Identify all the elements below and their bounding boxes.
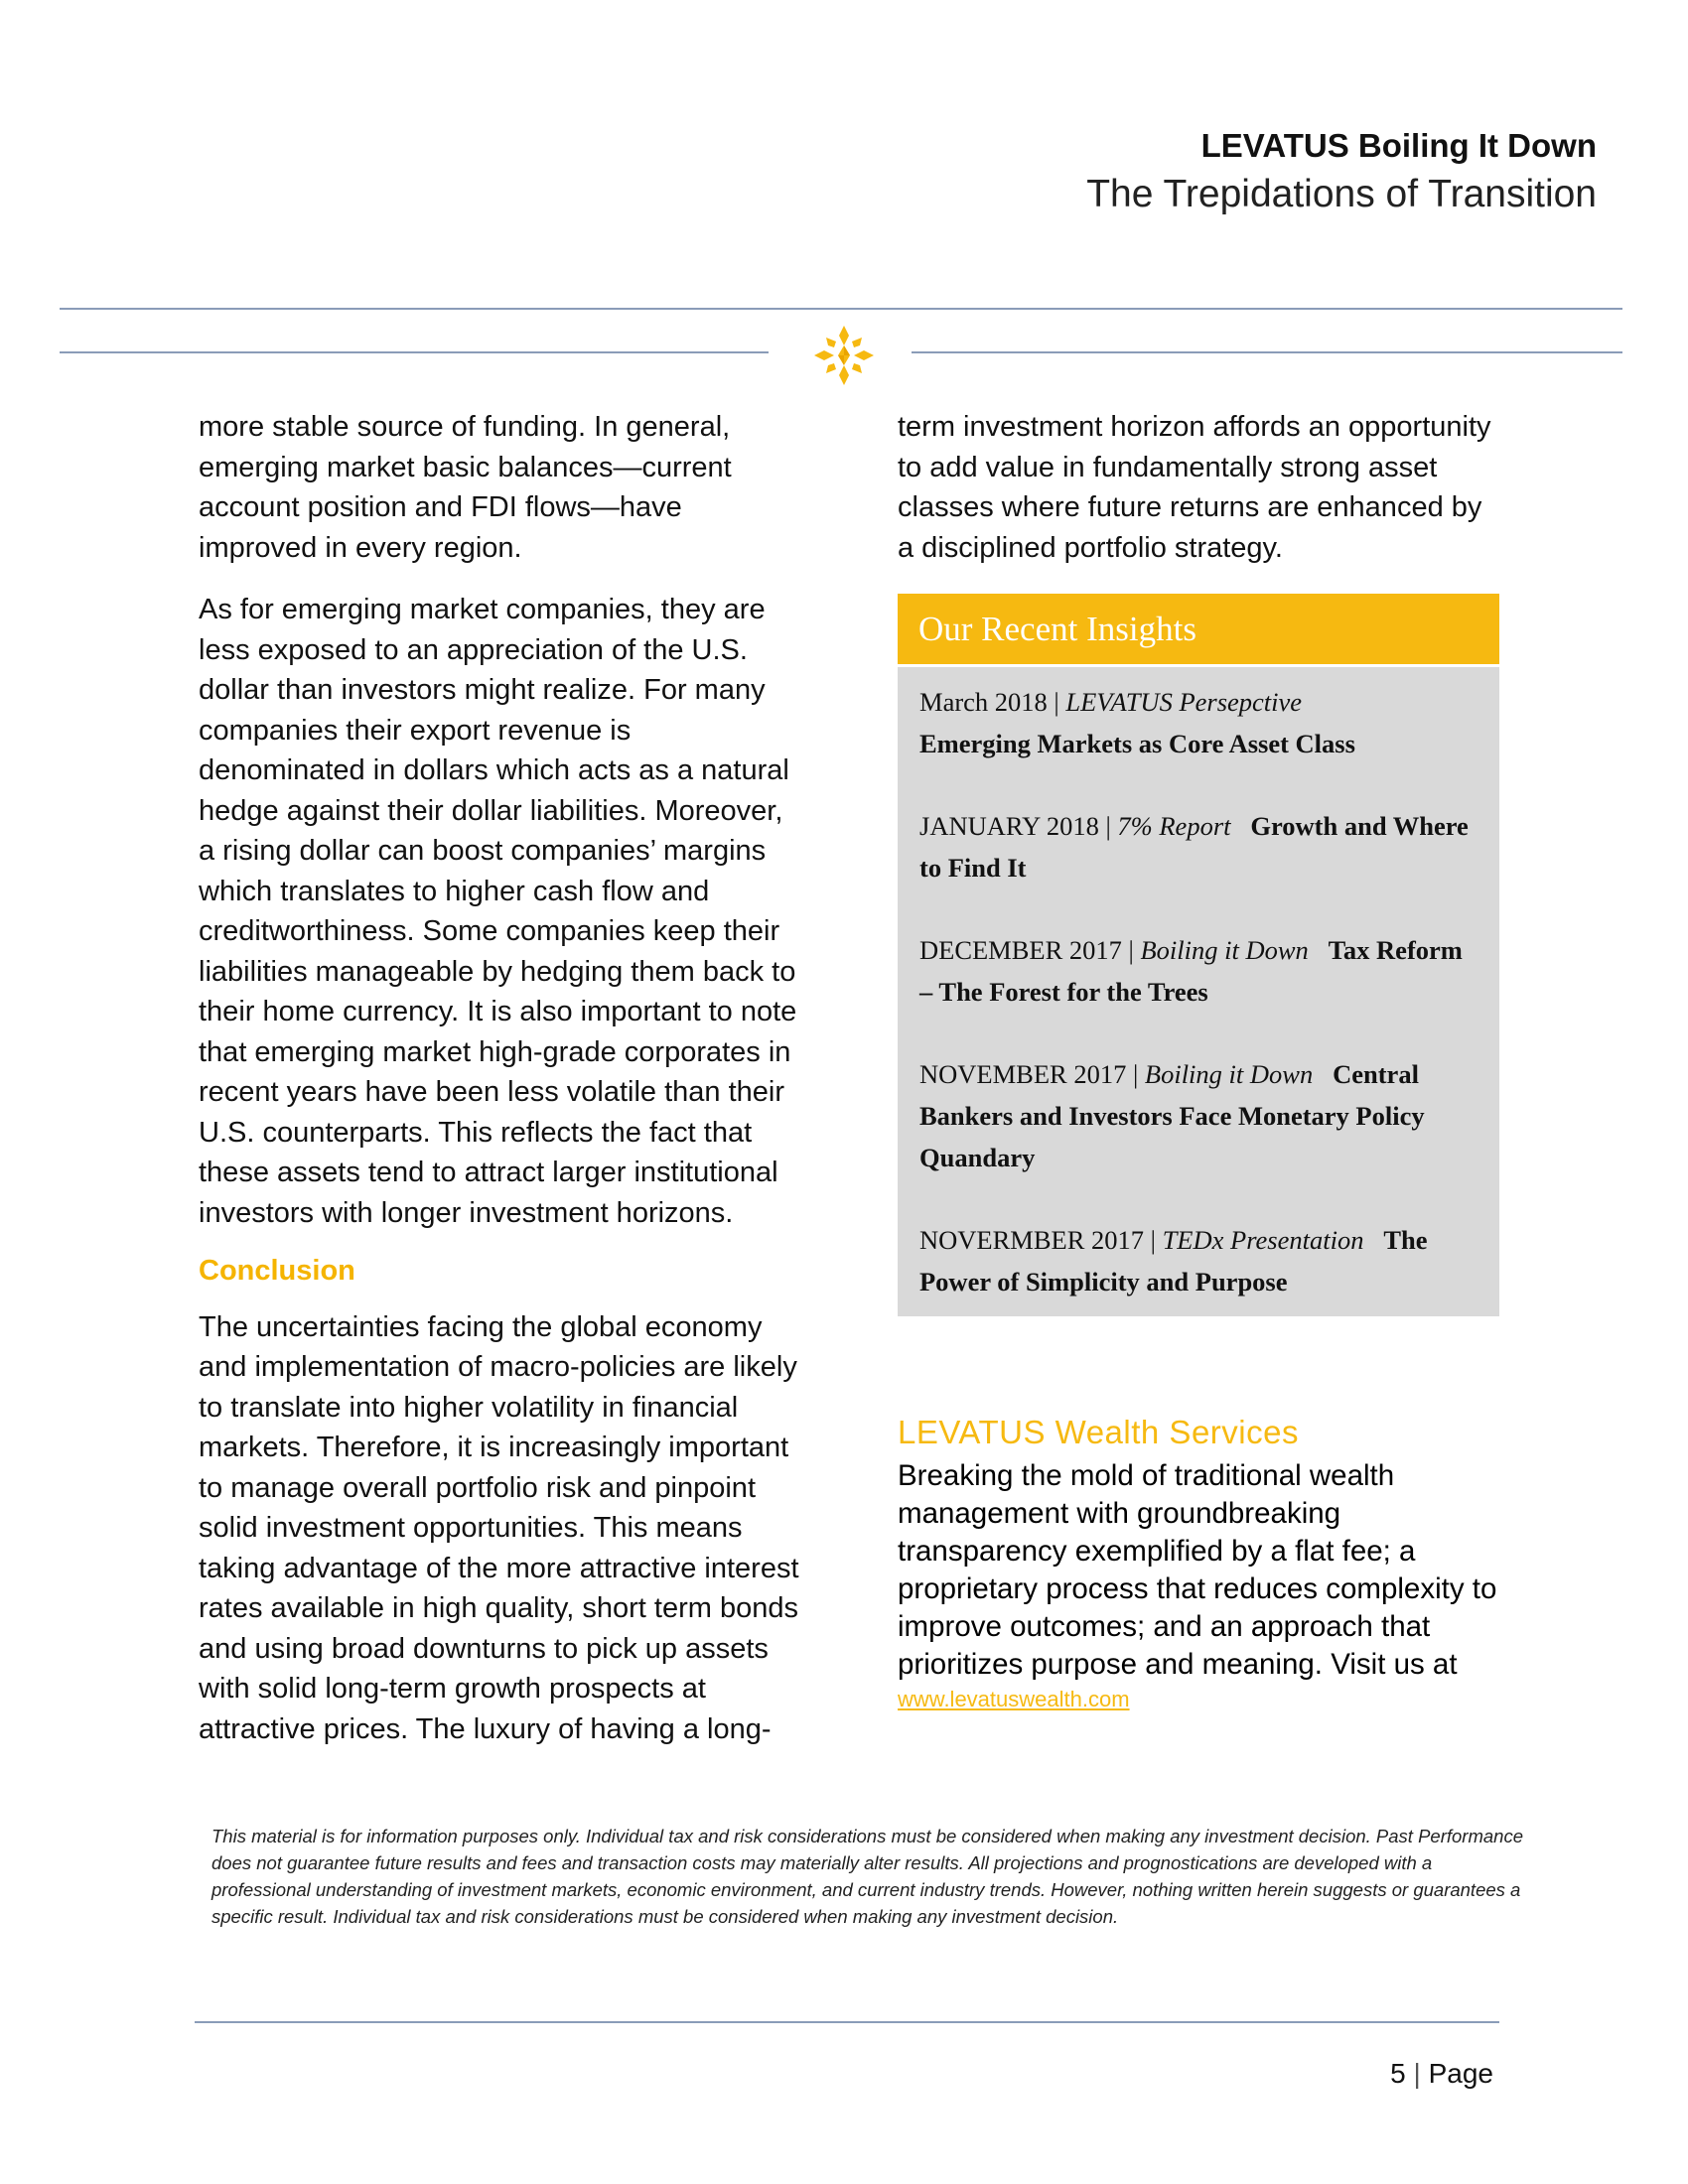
insight-date: March 2018 | [919, 687, 1066, 717]
body-paragraph: more stable source of funding. In general, emerging market basic balances—current account position and FDI flows—have improved in every region. [199, 411, 732, 564]
header-rule-right [912, 351, 1622, 353]
insights-list [898, 667, 1499, 1316]
insight-item[interactable] [919, 1053, 1477, 1178]
services-heading: LEVATUS Wealth Services [898, 1414, 1299, 1450]
disclaimer: This material is for information purposes only. Individual tax and risk considerations must be considered when making any investment decision. Past Performance does not guarantee future results and fees and transaction costs may materially alter results. All projections and prognostications are developed with a professional understanding of investment markets, economic environment, and current industry trends. However, nothing written herein suggests or guarantees a specific result. Individual tax and risk considerations must be considered when making any investment decision. [211, 1826, 1523, 1927]
insight-category: 7% Report [1117, 811, 1231, 841]
footer-rule [195, 2021, 1499, 2023]
document-title: LEVATUS Boiling It Down [1200, 127, 1597, 164]
page-number-value: 5 [1390, 2058, 1406, 2089]
left-column [199, 407, 804, 1749]
header-rule-top [60, 308, 1622, 310]
insight-category: LEVATUS Persepctive [1065, 687, 1303, 717]
body-paragraph: The uncertainties facing the global economy and implementation of macro-policies are likely to translate into higher volatility in financial markets. Therefore, it is increasingly important to manage overall portfolio risk and pinpoint solid investment opportunities. This means taking advantage of the more attractive interest rates available in high quality, short term bonds and using broad downturns to pick up assets with solid long-term growth prospects at attractive prices. The luxury of having a long- [199, 1310, 799, 1745]
insight-title[interactable]: Tax Reform – The Forest for the Trees [919, 935, 1463, 1007]
page-number [1390, 2058, 1493, 2090]
insight-title[interactable]: Central Bankers and Investors Face Monetary Policy Quandary [919, 1059, 1425, 1172]
insight-title[interactable]: The Power of Simplicity and Purpose [919, 1225, 1428, 1297]
document-subtitle: The Trepidations of Transition [1086, 173, 1597, 215]
insight-date: DECEMBER 2017 | [919, 935, 1141, 965]
conclusion-heading: Conclusion [199, 1255, 355, 1287]
page-separator: | [1413, 2058, 1421, 2089]
insight-item[interactable] [919, 805, 1477, 888]
insight-date: NOVEMBER 2017 | [919, 1059, 1145, 1089]
levatus-logo-icon [812, 324, 876, 387]
insight-date: JANUARY 2018 | [919, 811, 1118, 841]
right-column [898, 407, 1499, 568]
insight-title[interactable]: Growth and Where to Find It [919, 811, 1469, 883]
insight-category: TEDx Presentation [1162, 1225, 1364, 1255]
insight-item[interactable] [919, 1219, 1477, 1302]
insight-category: Boiling it Down [1144, 1059, 1314, 1089]
insight-item[interactable] [919, 929, 1477, 1013]
recent-insights-panel [898, 594, 1499, 1316]
page-label: Page [1428, 2058, 1493, 2089]
services-description: Breaking the mold of traditional wealth management with groundbreaking transparency exemplified by a flat fee; a proprietary process that reduces complexity to improve outcomes; and an approach that prioritizes purpose and meaning. Visit us at [898, 1459, 1497, 1681]
body-paragraph: term investment horizon affords an opportunity to add value in fundamentally strong asset classes where future returns are enhanced by a disciplined portfolio strategy. [898, 411, 1491, 564]
body-paragraph: As for emerging market companies, they are less exposed to an appreciation of the U.S. dollar than investors might realize. For many companies their export revenue is denominated in dollars which acts as a natural hedge against their dollar liabilities. Moreover, a rising dollar can boost companies’ margins which translates to higher cash flow and creditworthiness. Some companies keep their liabilities manageable by hedging them back to their home currency. It is also important to note that emerging market high-grade corporates in recent years have been less volatile than their U.S. counterparts. This reflects the fact that these assets tend to attract larger institutional investors with longer investment horizons. [199, 594, 797, 1229]
insight-item[interactable] [919, 681, 1477, 764]
website-link[interactable]: www.levatuswealth.com [898, 1687, 1130, 1711]
insight-date: NOVERMBER 2017 | [919, 1225, 1163, 1255]
insight-title[interactable]: Emerging Markets as Core Asset Class [919, 729, 1355, 758]
insight-category: Boiling it Down [1140, 935, 1309, 965]
insights-heading: Our Recent Insights [898, 594, 1499, 667]
header-rule-left [60, 351, 769, 353]
